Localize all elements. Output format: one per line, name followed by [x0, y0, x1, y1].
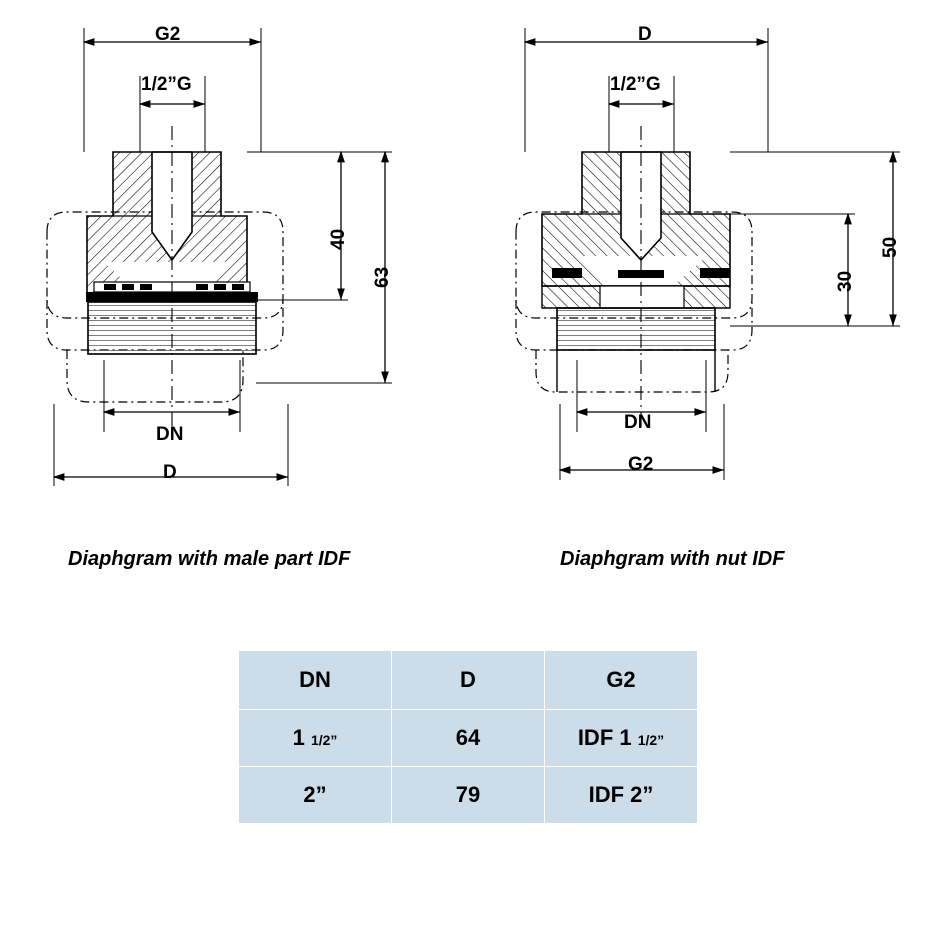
left-dim-dn: DN [156, 424, 184, 445]
right-caption-bold: IDF [752, 548, 785, 570]
table-header-d: D [392, 651, 545, 710]
cell-dn-row2-main: 2” [303, 782, 327, 807]
cell-d-row2: 79 [392, 767, 545, 824]
right-dim-d-top: D [638, 24, 652, 45]
left-dim-g2-top: G2 [155, 24, 181, 45]
table-row [239, 710, 698, 767]
table-header-g2: G2 [545, 651, 698, 710]
cell-d-row1: 64 [392, 710, 545, 767]
right-dim-dn: DN [624, 412, 652, 433]
right-dim-thread: 1/2”G [610, 74, 661, 95]
right-figure-geometry [516, 28, 900, 480]
right-dim-g2: G2 [628, 454, 654, 475]
right-caption-text: Diaphgram with nut [560, 548, 753, 570]
right-dim-30: 30 [835, 270, 856, 292]
table-header-row [239, 651, 698, 710]
cell-dn-row1-fraction: 1/2” [310, 732, 338, 748]
left-dim-d: D [163, 462, 177, 483]
left-dim-63: 63 [372, 266, 393, 288]
left-dim-40: 40 [328, 228, 349, 250]
cell-dn-row1 [239, 710, 392, 767]
left-caption-text: Diaphgram with male part [68, 548, 319, 570]
cell-dn-row2 [239, 767, 392, 824]
right-figure-caption [560, 548, 784, 571]
left-caption-bold: IDF [318, 548, 351, 570]
specification-table [238, 650, 698, 824]
cell-g2-row2 [545, 767, 698, 824]
table-header-dn: DN [239, 651, 392, 710]
cell-g2-row1-main: IDF 1 [577, 725, 638, 750]
left-dim-thread: 1/2”G [141, 74, 192, 95]
table-row [239, 767, 698, 824]
cell-dn-row1-main: 1 [292, 725, 311, 750]
left-figure-geometry [47, 28, 392, 486]
cell-g2-row1-fraction: 1/2” [637, 732, 665, 748]
right-dim-50: 50 [880, 236, 901, 258]
cell-g2-row1 [545, 710, 698, 767]
left-figure-caption [68, 548, 350, 571]
cell-g2-row2-main: IDF 2” [588, 782, 654, 807]
